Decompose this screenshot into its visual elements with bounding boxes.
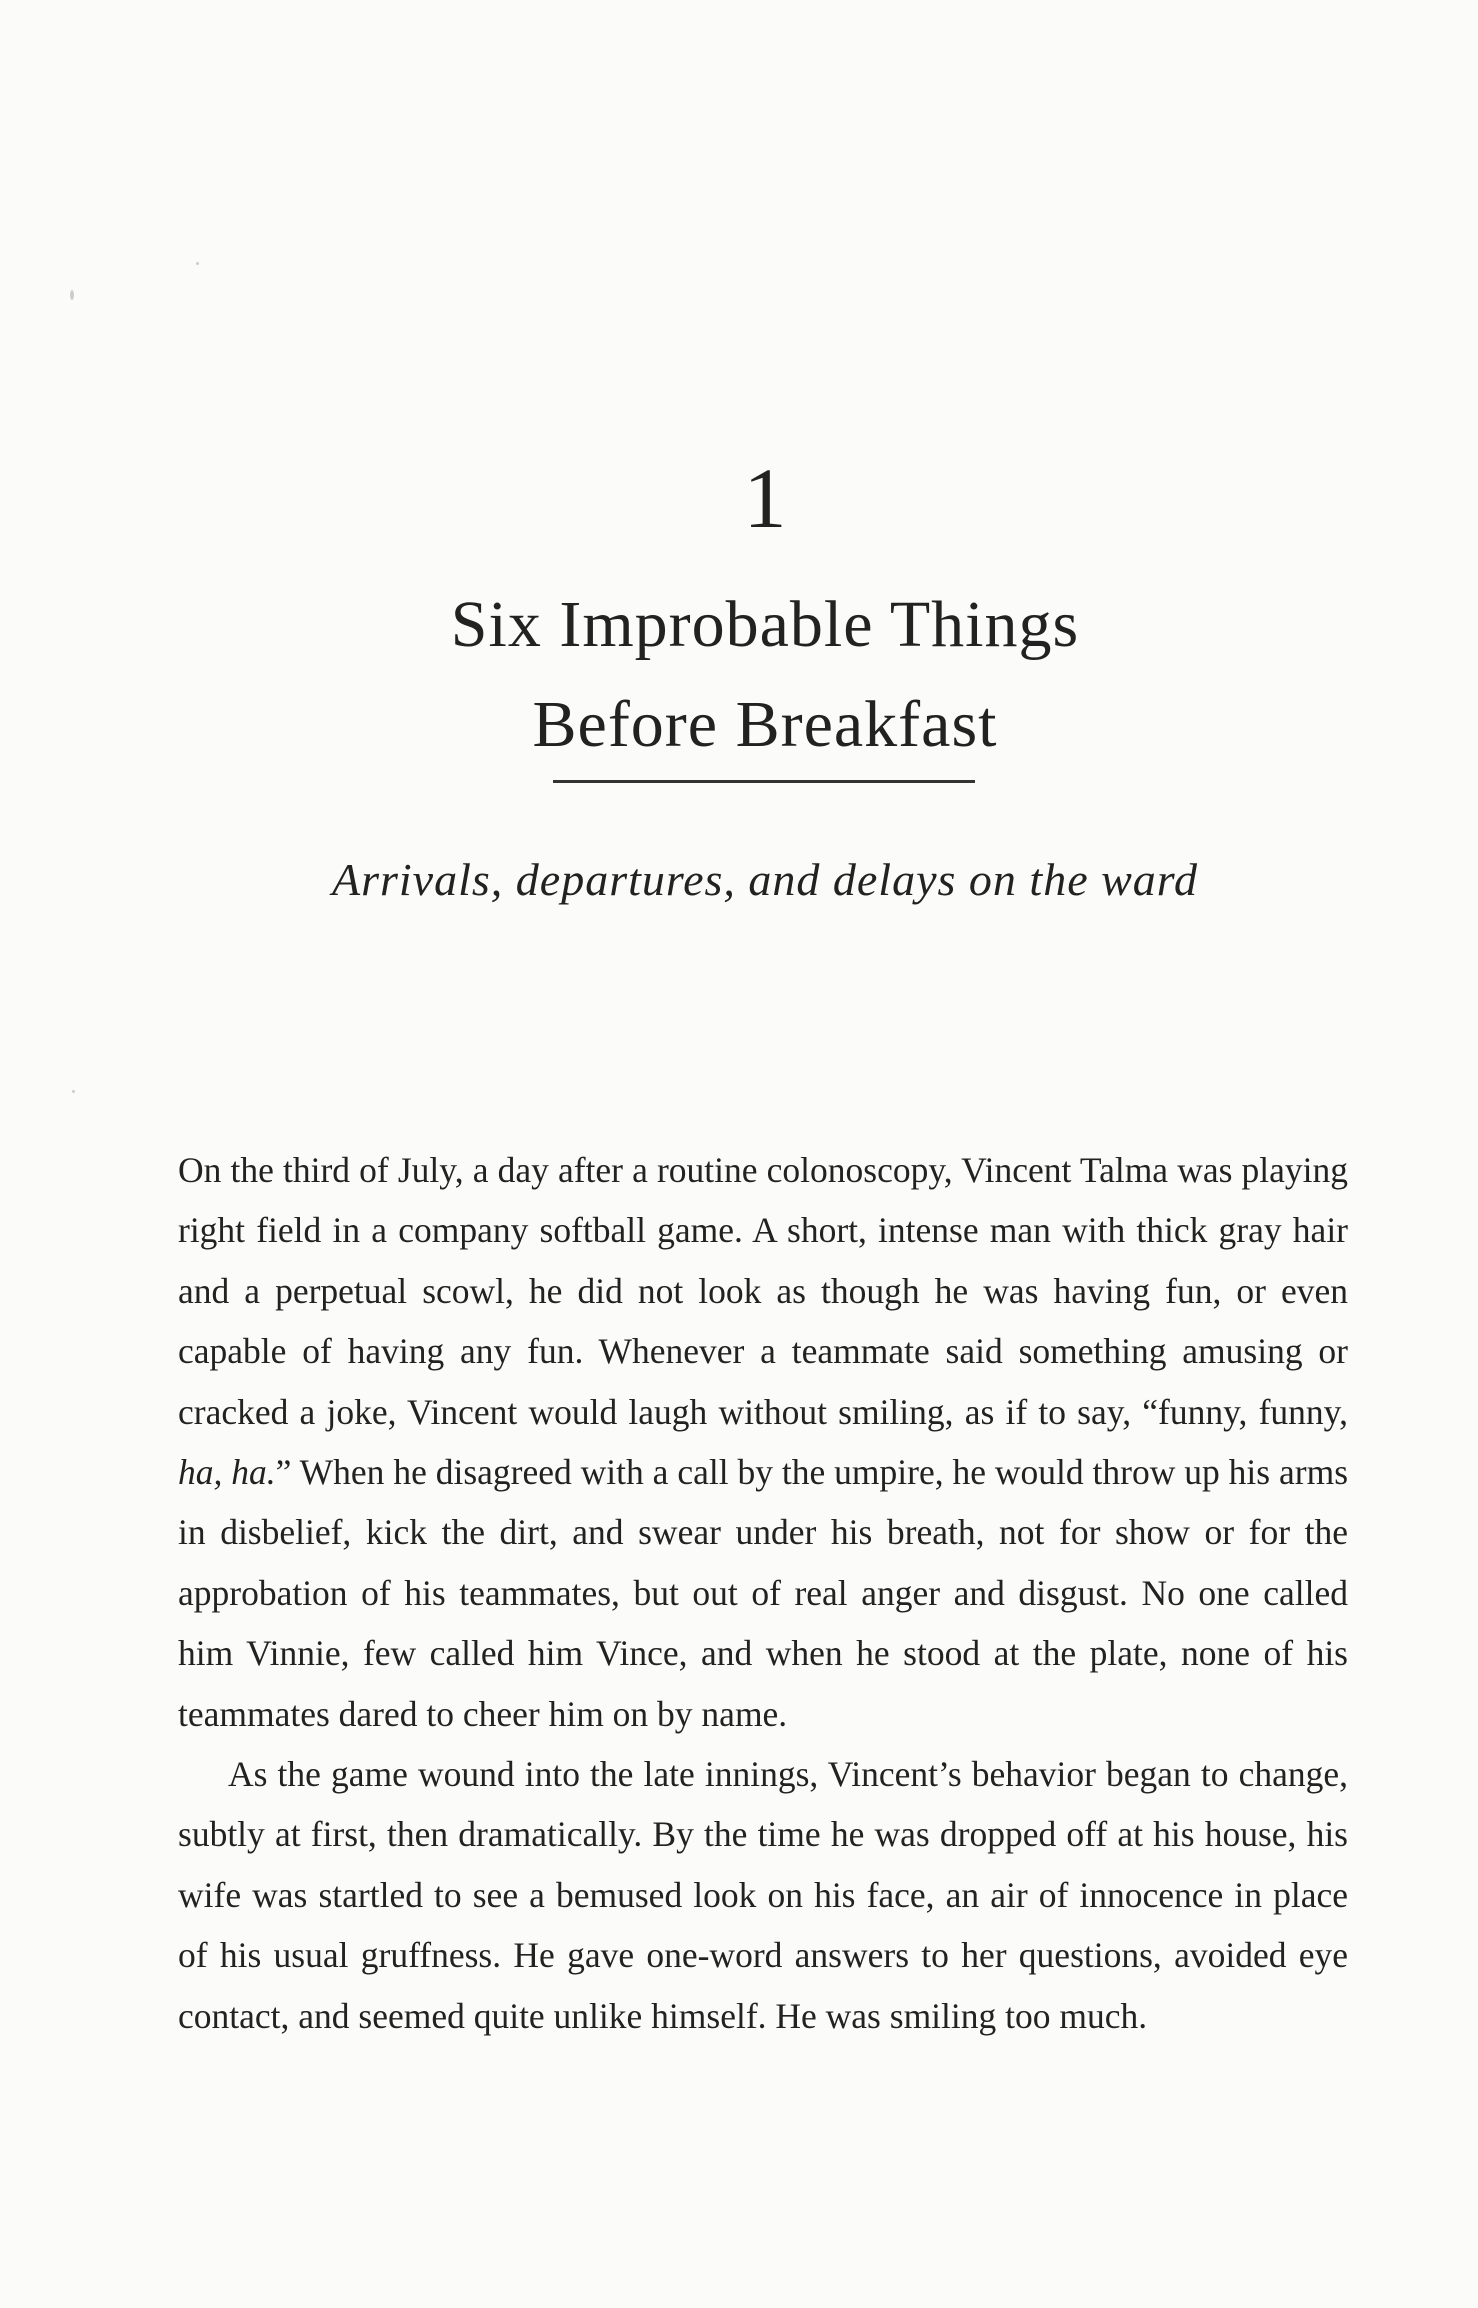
paragraph-1-italic: ha, ha.	[178, 1452, 276, 1493]
chapter-subtitle: Arrivals, departures, and delays on the ward	[332, 854, 1198, 905]
paragraph-1	[178, 1140, 1348, 1744]
scan-speck	[70, 290, 74, 300]
chapter-title	[0, 575, 1478, 775]
chapter-number: 1	[743, 450, 787, 546]
paragraph-1-text-a: On the third of July, a day after a routine colonoscopy, Vincent Talma was playing right field in a company softball game. A short, intense man with thick gray hair and a perpetual scowl, he did not look as though he was having fun, or even capable of having any fun. Whenever a teammate said something amusing or cracked a joke, Vincent would laugh without smiling, as if to say, “funny, funny,	[178, 1150, 1348, 1432]
scan-speck	[196, 262, 199, 265]
scan-speck	[72, 1090, 75, 1093]
chapter-title-line-2: Before Breakfast	[532, 688, 998, 761]
paragraph-1-text-b: ” When he disagreed with a call by the umpire, he would throw up his arms in disbelief, kick the dirt, and swear under his breath, not for show or for the approbation of his teammates, but out of real anger and disgust. No one called him Vinnie, few called him Vince, and when he stood at the plate, none of his teammates dared to cheer him on by name.	[178, 1452, 1349, 1734]
body-text	[178, 1140, 1348, 2046]
paragraph-2: As the game wound into the late innings, Vincent’s behavior began to change, subtly at first, then dramatically. By the time he was dropped off at his house, his wife was startled to see a bemused look on his face, an air of innocence in place of his usual gruffness. He gave one-word answers to her questions, avoided eye contact, and seemed quite unlike himself. He was smiling too much.	[178, 1754, 1348, 2036]
title-divider	[553, 780, 975, 783]
chapter-title-line-1: Six Improbable Things	[450, 588, 1080, 661]
